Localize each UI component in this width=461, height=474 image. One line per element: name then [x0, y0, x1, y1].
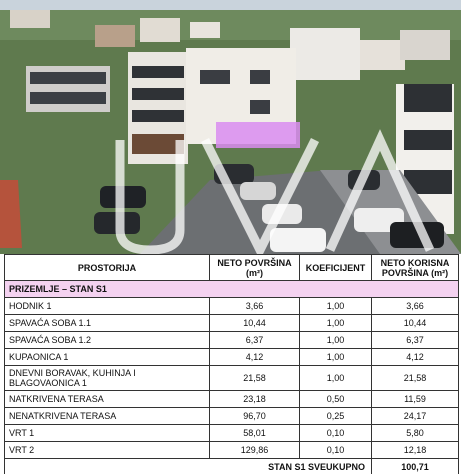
col-header-coefficient: KOEFICIJENT: [300, 255, 372, 281]
room-name: VRT 1: [5, 425, 210, 442]
col-header-net-usable-area: NETO KORISNA POVRŠINA (m²): [372, 255, 459, 281]
room-area: 58,01: [210, 425, 300, 442]
room-net: 5,80: [372, 425, 459, 442]
room-net: 3,66: [372, 298, 459, 315]
room-net: 24,17: [372, 408, 459, 425]
room-coef: 0,50: [300, 391, 372, 408]
section-title: PRIZEMLJE – STAN S1: [5, 281, 459, 298]
room-coef: 1,00: [300, 315, 372, 332]
table-row: [5, 408, 459, 425]
col-header-net-area: NETO POVRŠINA (m²): [210, 255, 300, 281]
table-row: [5, 442, 459, 459]
table-row: [5, 366, 459, 391]
room-area: 6,37: [210, 332, 300, 349]
room-coef: 0,25: [300, 408, 372, 425]
area-table: [4, 254, 458, 470]
room-coef: 1,00: [300, 298, 372, 315]
table-row: [5, 349, 459, 366]
room-coef: 1,00: [300, 366, 372, 391]
room-net: 4,12: [372, 349, 459, 366]
table-row: [5, 298, 459, 315]
room-name: DNEVNI BORAVAK, KUHINJA I BLAGOVAONICA 1: [5, 366, 210, 391]
room-name: VRT 2: [5, 442, 210, 459]
table-row: [5, 315, 459, 332]
room-area: 23,18: [210, 391, 300, 408]
room-area: 3,66: [210, 298, 300, 315]
total-row: [5, 459, 459, 474]
room-name: NATKRIVENA TERASA: [5, 391, 210, 408]
room-area: 21,58: [210, 366, 300, 391]
room-net: 6,37: [372, 332, 459, 349]
room-coef: 1,00: [300, 332, 372, 349]
room-area: 96,70: [210, 408, 300, 425]
room-area: 10,44: [210, 315, 300, 332]
room-name: SPAVAĆA SOBA 1.2: [5, 332, 210, 349]
room-coef: 1,00: [300, 349, 372, 366]
table-header-row: [5, 255, 459, 281]
table-row: [5, 332, 459, 349]
room-coef: 0,10: [300, 442, 372, 459]
room-name: SPAVAĆA SOBA 1.1: [5, 315, 210, 332]
room-area: 4,12: [210, 349, 300, 366]
room-net: 21,58: [372, 366, 459, 391]
room-net: 10,44: [372, 315, 459, 332]
room-name: NENATKRIVENA TERASA: [5, 408, 210, 425]
room-coef: 0,10: [300, 425, 372, 442]
room-area: 129,86: [210, 442, 300, 459]
total-value: 100,71: [372, 459, 459, 474]
room-net: 11,59: [372, 391, 459, 408]
col-header-room: PROSTORIJA: [5, 255, 210, 281]
section-row: [5, 281, 459, 298]
room-net: 12,18: [372, 442, 459, 459]
room-name: KUPAONICA 1: [5, 349, 210, 366]
total-label: STAN S1 SVEUKUPNO: [5, 459, 372, 474]
room-name: HODNIK 1: [5, 298, 210, 315]
table-row: [5, 425, 459, 442]
table-row: [5, 391, 459, 408]
